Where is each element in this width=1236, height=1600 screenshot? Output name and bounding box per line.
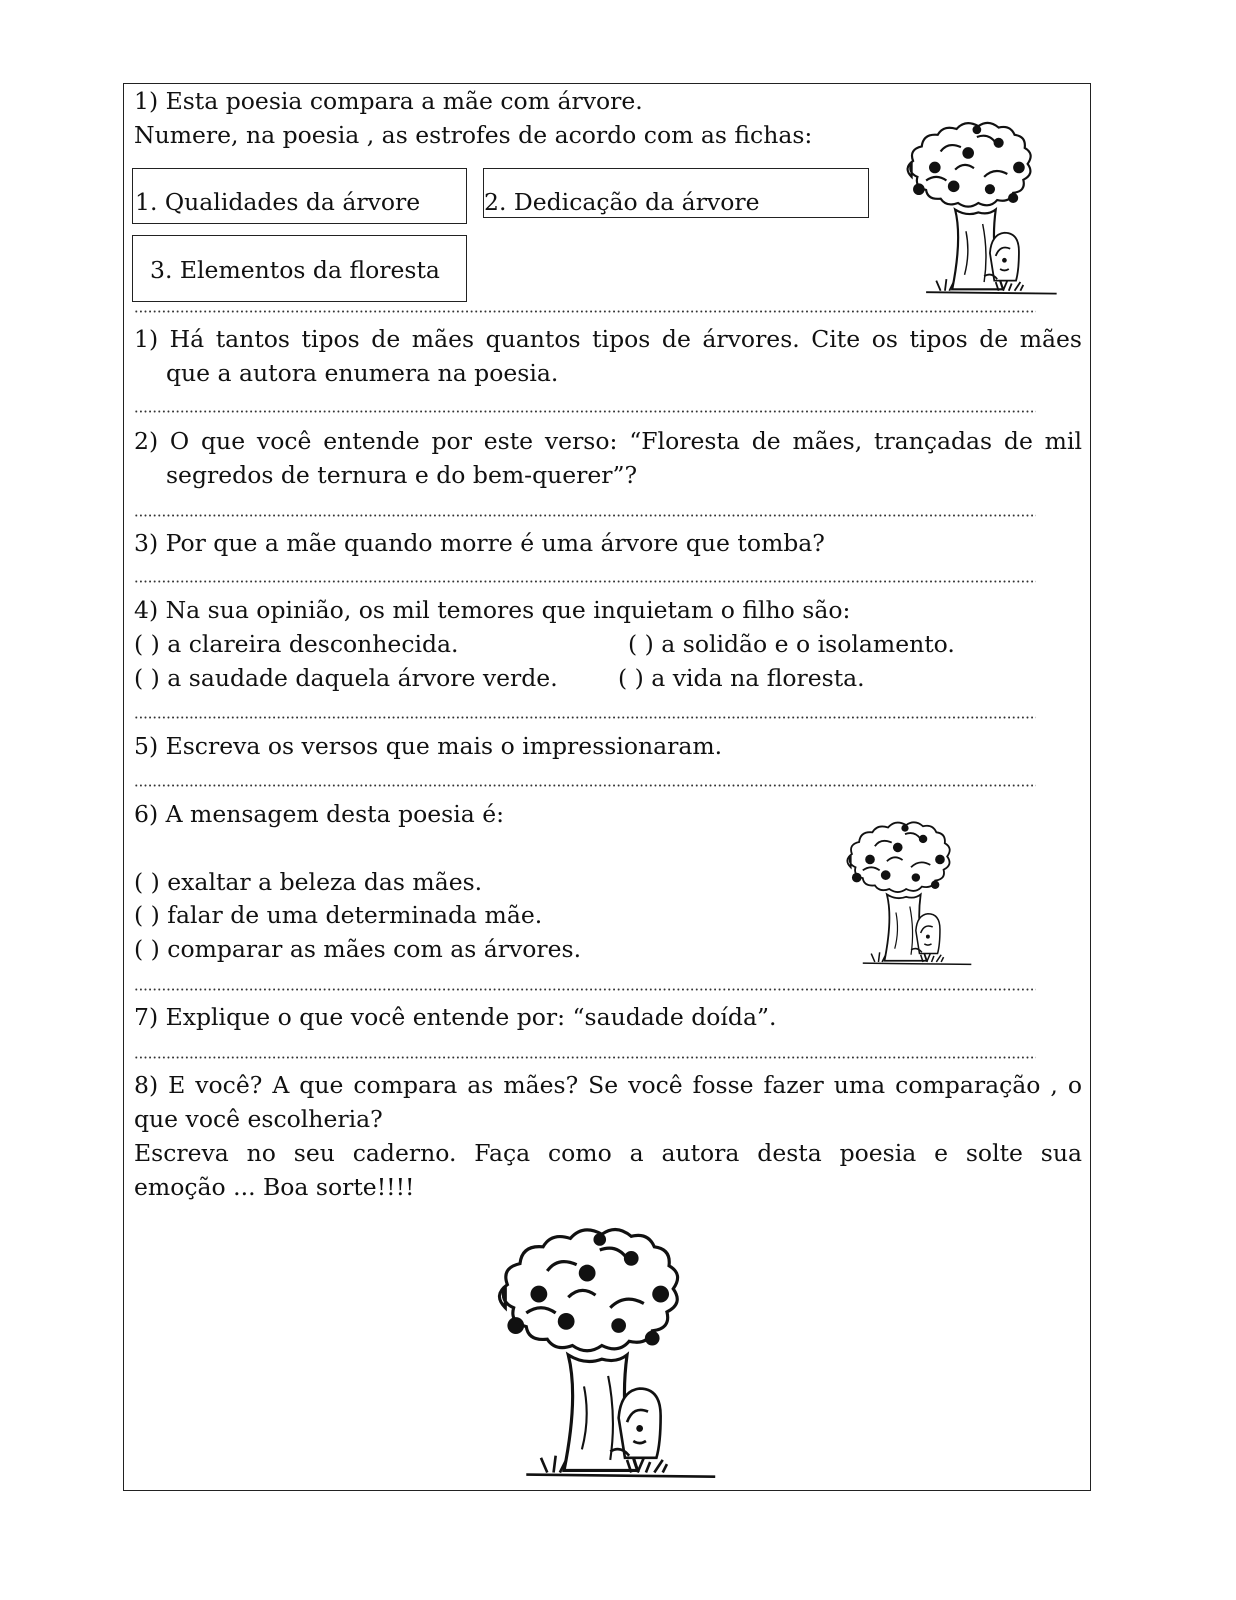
- question-4-option-3: ( ) a saudade daquela árvore verde.: [134, 664, 558, 692]
- question-7-line-1: 7) Explique o que você entende por: “saudade doída”.: [134, 1003, 777, 1031]
- tree-with-girl-icon: [818, 810, 998, 968]
- question-3-line-1: 3) Por que a mãe quando morre é uma árvore que tomba?: [134, 529, 825, 557]
- tree-with-girl-icon: [893, 108, 1068, 298]
- question-2-line-2: segredos de ternura e do bem-querer”?: [166, 461, 638, 489]
- card-elementos-label: 3. Elementos da floresta: [150, 256, 440, 284]
- answer-line: [134, 988, 1036, 991]
- question-6-line-1: 6) A mensagem desta poesia é:: [134, 800, 505, 828]
- answer-line: [134, 310, 1036, 313]
- question-2-line-1: 2) O que você entende por este verso: “Floresta de mães, trançadas de mil: [134, 427, 1082, 455]
- question-4-option-1: ( ) a clareira desconhecida.: [134, 630, 459, 658]
- question-4-line-1: 4) Na sua opinião, os mil temores que inquietam o filho são:: [134, 596, 851, 624]
- card-dedicacao: [483, 168, 869, 218]
- answer-line: [134, 1056, 1036, 1059]
- intro-line-2: Numere, na poesia , as estrofes de acordo com as fichas:: [134, 121, 813, 149]
- question-1-line-1: 1) Há tantos tipos de mães quantos tipos de árvores. Cite os tipos de mães: [134, 325, 1082, 353]
- answer-line: [134, 514, 1036, 517]
- answer-line: [134, 410, 1036, 413]
- intro-line-1: 1) Esta poesia compara a mãe com árvore.: [134, 87, 643, 115]
- question-4-option-4: ( ) a vida na floresta.: [618, 664, 865, 692]
- answer-line: [134, 784, 1036, 787]
- question-8-line-1: 8) E você? A que compara as mães? Se você fosse fazer uma comparação , o: [134, 1071, 1082, 1099]
- question-8-line-2: que você escolheria?: [134, 1105, 383, 1133]
- question-1-line-2: que a autora enumera na poesia.: [166, 359, 559, 387]
- tree-with-girl-icon: [410, 1208, 800, 1483]
- answer-line: [134, 716, 1036, 719]
- card-qualidades-label: 1. Qualidades da árvore: [135, 188, 421, 216]
- question-6-option-1: ( ) exaltar a beleza das mães.: [134, 868, 483, 896]
- card-elementos: [132, 235, 467, 302]
- question-6-option-3: ( ) comparar as mães com as árvores.: [134, 935, 582, 963]
- question-4-option-2: ( ) a solidão e o isolamento.: [628, 630, 955, 658]
- answer-line: [134, 580, 1036, 583]
- card-qualidades: [132, 168, 467, 224]
- question-8-line-3: Escreva no seu caderno. Faça como a autora desta poesia e solte sua: [134, 1139, 1082, 1167]
- question-5-line-1: 5) Escreva os versos que mais o impressionaram.: [134, 732, 723, 760]
- question-6-option-2: ( ) falar de uma determinada mãe.: [134, 901, 543, 929]
- card-dedicacao-label: 2. Dedicação da árvore: [484, 188, 760, 216]
- question-8-line-4: emoção ... Boa sorte!!!!: [134, 1173, 415, 1201]
